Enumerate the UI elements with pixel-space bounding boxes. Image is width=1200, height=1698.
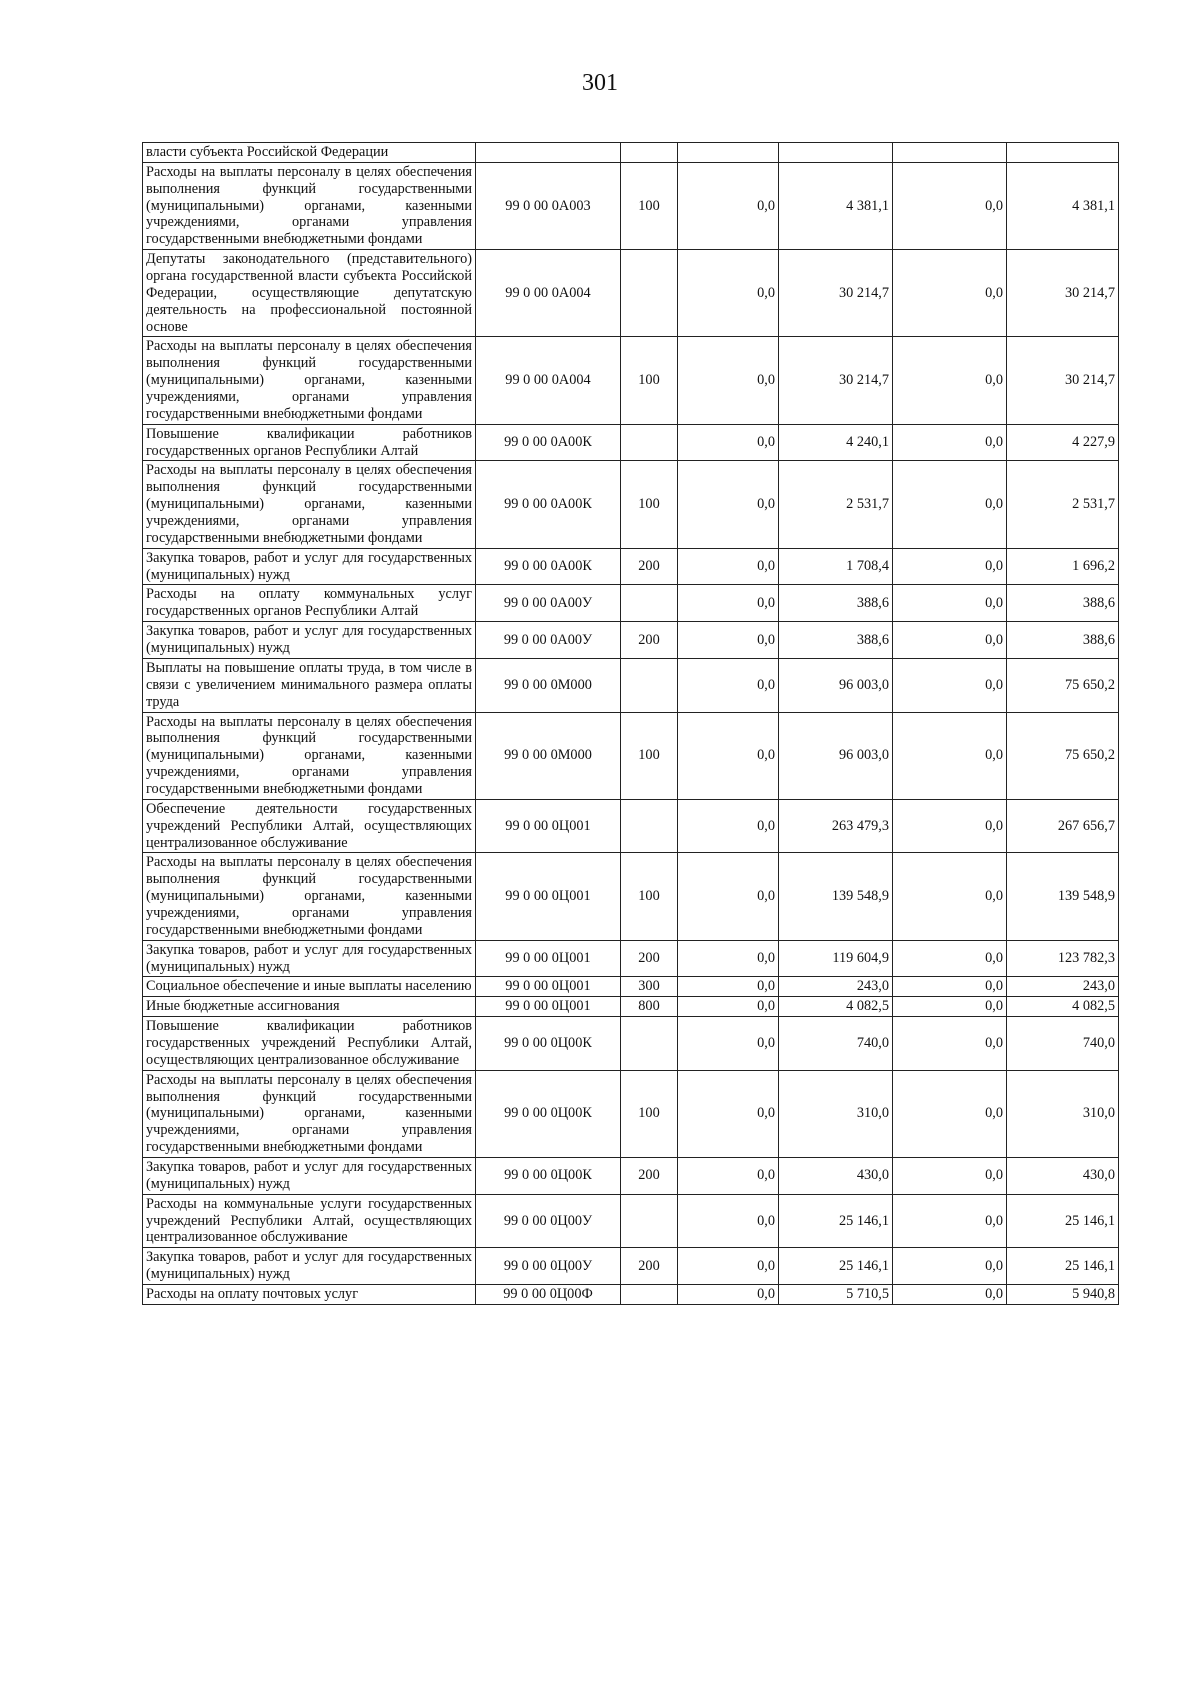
amount-col-2: 5 710,5 (779, 1285, 893, 1305)
amount-col-1: 0,0 (678, 337, 779, 424)
table-row (143, 658, 1119, 712)
amount-col-1: 0,0 (678, 799, 779, 853)
amount-col-1: 0,0 (678, 1070, 779, 1157)
target-article-code: 99 0 00 0А00К (476, 461, 621, 548)
amount-col-2: 740,0 (779, 1017, 893, 1071)
expense-type-code (621, 250, 678, 337)
table-row (143, 143, 1119, 163)
amount-col-2: 119 604,9 (779, 940, 893, 977)
expense-type-code: 100 (621, 162, 678, 249)
table-row (143, 1157, 1119, 1194)
amount-col-1: 0,0 (678, 997, 779, 1017)
target-article-code: 99 0 00 0Ц001 (476, 853, 621, 940)
amount-col-3: 0,0 (893, 712, 1007, 799)
table-row (143, 977, 1119, 997)
table-row (143, 799, 1119, 853)
amount-col-3: 0,0 (893, 162, 1007, 249)
target-article-code (476, 143, 621, 163)
amount-col-3: 0,0 (893, 1017, 1007, 1071)
amount-col-4: 123 782,3 (1007, 940, 1119, 977)
target-article-code: 99 0 00 0Ц00К (476, 1017, 621, 1071)
amount-col-4: 388,6 (1007, 585, 1119, 622)
amount-col-2: 310,0 (779, 1070, 893, 1157)
target-article-code: 99 0 00 0А004 (476, 250, 621, 337)
row-description: Депутаты законодательного (представительного) органа государственной власти субъекта Российской Федерации, осуществляющие депутатскую деятельность на профессиональной постоянной основе (143, 250, 476, 337)
target-article-code: 99 0 00 0Ц001 (476, 799, 621, 853)
amount-col-2: 139 548,9 (779, 853, 893, 940)
table-row (143, 585, 1119, 622)
expense-type-code (621, 424, 678, 461)
amount-col-2: 96 003,0 (779, 658, 893, 712)
table-row (143, 461, 1119, 548)
target-article-code: 99 0 00 0Ц00У (476, 1194, 621, 1248)
amount-col-2: 2 531,7 (779, 461, 893, 548)
amount-col-2: 430,0 (779, 1157, 893, 1194)
expense-type-code (621, 1285, 678, 1305)
amount-col-4: 75 650,2 (1007, 658, 1119, 712)
amount-col-1: 0,0 (678, 1248, 779, 1285)
target-article-code: 99 0 00 0Ц00Ф (476, 1285, 621, 1305)
target-article-code: 99 0 00 0А00К (476, 424, 621, 461)
amount-col-2: 243,0 (779, 977, 893, 997)
row-description: Повышение квалификации работников государственных органов Республики Алтай (143, 424, 476, 461)
amount-col-3: 0,0 (893, 1194, 1007, 1248)
amount-col-1 (678, 143, 779, 163)
amount-col-4: 267 656,7 (1007, 799, 1119, 853)
row-description: Социальное обеспечение и иные выплаты населению (143, 977, 476, 997)
expense-type-code: 100 (621, 712, 678, 799)
row-description: власти субъекта Российской Федерации (143, 143, 476, 163)
expense-type-code: 200 (621, 1248, 678, 1285)
target-article-code: 99 0 00 0А003 (476, 162, 621, 249)
table-row (143, 997, 1119, 1017)
amount-col-1: 0,0 (678, 162, 779, 249)
row-description: Обеспечение деятельности государственных учреждений Республики Алтай, осуществляющих централизованное обслуживание (143, 799, 476, 853)
amount-col-3: 0,0 (893, 424, 1007, 461)
amount-col-4: 310,0 (1007, 1070, 1119, 1157)
row-description: Расходы на выплаты персоналу в целях обеспечения выполнения функций государственными (муниципальными) органами, казенными учреждениями, органами управления государственными внебюджетными фондами (143, 337, 476, 424)
row-description: Закупка товаров, работ и услуг для государственных (муниципальных) нужд (143, 1248, 476, 1285)
amount-col-4: 139 548,9 (1007, 853, 1119, 940)
amount-col-2: 1 708,4 (779, 548, 893, 585)
amount-col-1: 0,0 (678, 424, 779, 461)
budget-table (142, 142, 1119, 1305)
expense-type-code: 100 (621, 461, 678, 548)
table-row (143, 424, 1119, 461)
row-description: Закупка товаров, работ и услуг для государственных (муниципальных) нужд (143, 622, 476, 659)
amount-col-3: 0,0 (893, 1285, 1007, 1305)
amount-col-1: 0,0 (678, 1285, 779, 1305)
target-article-code: 99 0 00 0Ц00У (476, 1248, 621, 1285)
target-article-code: 99 0 00 0А004 (476, 337, 621, 424)
amount-col-2: 263 479,3 (779, 799, 893, 853)
table-row (143, 250, 1119, 337)
amount-col-4: 2 531,7 (1007, 461, 1119, 548)
target-article-code: 99 0 00 0Ц001 (476, 997, 621, 1017)
target-article-code: 99 0 00 0Ц001 (476, 977, 621, 997)
amount-col-1: 0,0 (678, 940, 779, 977)
table-row (143, 1070, 1119, 1157)
amount-col-2: 96 003,0 (779, 712, 893, 799)
amount-col-3: 0,0 (893, 658, 1007, 712)
expense-type-code: 100 (621, 853, 678, 940)
expense-type-code: 800 (621, 997, 678, 1017)
expense-type-code: 100 (621, 337, 678, 424)
row-description: Расходы на выплаты персоналу в целях обеспечения выполнения функций государственными (муниципальными) органами, казенными учреждениями, органами управления государственными внебюджетными фондами (143, 712, 476, 799)
amount-col-4 (1007, 143, 1119, 163)
amount-col-1: 0,0 (678, 853, 779, 940)
amount-col-3: 0,0 (893, 997, 1007, 1017)
table-row (143, 853, 1119, 940)
amount-col-4: 4 227,9 (1007, 424, 1119, 461)
expense-type-code (621, 585, 678, 622)
expense-type-code: 200 (621, 940, 678, 977)
expense-type-code (621, 1194, 678, 1248)
amount-col-1: 0,0 (678, 585, 779, 622)
row-description: Закупка товаров, работ и услуг для государственных (муниципальных) нужд (143, 1157, 476, 1194)
expense-type-code: 200 (621, 1157, 678, 1194)
row-description: Расходы на выплаты персоналу в целях обеспечения выполнения функций государственными (муниципальными) органами, казенными учреждениями, органами управления государственными внебюджетными фондами (143, 162, 476, 249)
amount-col-1: 0,0 (678, 977, 779, 997)
amount-col-3: 0,0 (893, 1248, 1007, 1285)
target-article-code: 99 0 00 0М000 (476, 658, 621, 712)
table-row (143, 712, 1119, 799)
amount-col-1: 0,0 (678, 250, 779, 337)
amount-col-4: 30 214,7 (1007, 337, 1119, 424)
amount-col-4: 25 146,1 (1007, 1194, 1119, 1248)
row-description: Расходы на коммунальные услуги государственных учреждений Республики Алтай, осуществляющих централизованное обслуживание (143, 1194, 476, 1248)
table-row (143, 162, 1119, 249)
expense-type-code (621, 799, 678, 853)
amount-col-1: 0,0 (678, 1194, 779, 1248)
expense-type-code (621, 143, 678, 163)
row-description: Выплаты на повышение оплаты труда, в том числе в связи с увеличением минимального размера оплаты труда (143, 658, 476, 712)
amount-col-1: 0,0 (678, 712, 779, 799)
expense-type-code: 300 (621, 977, 678, 997)
row-description: Закупка товаров, работ и услуг для государственных (муниципальных) нужд (143, 940, 476, 977)
table-row (143, 940, 1119, 977)
row-description: Закупка товаров, работ и услуг для государственных (муниципальных) нужд (143, 548, 476, 585)
amount-col-4: 25 146,1 (1007, 1248, 1119, 1285)
expense-type-code: 200 (621, 622, 678, 659)
amount-col-2: 4 240,1 (779, 424, 893, 461)
amount-col-3 (893, 143, 1007, 163)
row-description: Расходы на выплаты персоналу в целях обеспечения выполнения функций государственными (муниципальными) органами, казенными учреждениями, органами управления государственными внебюджетными фондами (143, 853, 476, 940)
amount-col-3: 0,0 (893, 250, 1007, 337)
amount-col-3: 0,0 (893, 337, 1007, 424)
table-row (143, 1285, 1119, 1305)
amount-col-1: 0,0 (678, 1157, 779, 1194)
amount-col-3: 0,0 (893, 622, 1007, 659)
amount-col-1: 0,0 (678, 658, 779, 712)
page-number: 301 (582, 70, 618, 96)
amount-col-2: 4 381,1 (779, 162, 893, 249)
amount-col-4: 740,0 (1007, 1017, 1119, 1071)
amount-col-4: 243,0 (1007, 977, 1119, 997)
amount-col-1: 0,0 (678, 622, 779, 659)
amount-col-2: 30 214,7 (779, 250, 893, 337)
amount-col-2: 4 082,5 (779, 997, 893, 1017)
amount-col-3: 0,0 (893, 461, 1007, 548)
amount-col-3: 0,0 (893, 1157, 1007, 1194)
row-description: Повышение квалификации работников государственных учреждений Республики Алтай, осуществляющих централизованное обслуживание (143, 1017, 476, 1071)
amount-col-2: 25 146,1 (779, 1248, 893, 1285)
target-article-code: 99 0 00 0Ц00К (476, 1157, 621, 1194)
target-article-code: 99 0 00 0Ц00К (476, 1070, 621, 1157)
target-article-code: 99 0 00 0Ц001 (476, 940, 621, 977)
amount-col-4: 75 650,2 (1007, 712, 1119, 799)
amount-col-2: 388,6 (779, 622, 893, 659)
row-description: Расходы на выплаты персоналу в целях обеспечения выполнения функций государственными (муниципальными) органами, казенными учреждениями, органами управления государственными внебюджетными фондами (143, 461, 476, 548)
amount-col-4: 4 381,1 (1007, 162, 1119, 249)
amount-col-2: 30 214,7 (779, 337, 893, 424)
expense-type-code: 100 (621, 1070, 678, 1157)
amount-col-1: 0,0 (678, 548, 779, 585)
row-description-text: Расходы на оплату почтовых услуг (146, 1286, 359, 1303)
row-description: Иные бюджетные ассигнования (143, 997, 476, 1017)
amount-col-3: 0,0 (893, 1070, 1007, 1157)
amount-col-4: 5 940,8 (1007, 1285, 1119, 1305)
amount-col-2: 25 146,1 (779, 1194, 893, 1248)
target-article-code: 99 0 00 0М000 (476, 712, 621, 799)
amount-col-4: 430,0 (1007, 1157, 1119, 1194)
amount-col-1: 0,0 (678, 1017, 779, 1071)
table-row (143, 1194, 1119, 1248)
amount-col-4: 30 214,7 (1007, 250, 1119, 337)
expense-type-code (621, 658, 678, 712)
table-row (143, 1017, 1119, 1071)
expense-type-code: 200 (621, 548, 678, 585)
row-description: Расходы на выплаты персоналу в целях обеспечения выполнения функций государственными (муниципальными) органами, казенными учреждениями, органами управления государственными внебюджетными фондами (143, 1070, 476, 1157)
row-description (143, 1285, 476, 1305)
table-row (143, 1248, 1119, 1285)
expense-type-code (621, 1017, 678, 1071)
table-row (143, 548, 1119, 585)
amount-col-3: 0,0 (893, 853, 1007, 940)
amount-col-3: 0,0 (893, 585, 1007, 622)
amount-col-3: 0,0 (893, 799, 1007, 853)
target-article-code: 99 0 00 0А00К (476, 548, 621, 585)
target-article-code: 99 0 00 0А00У (476, 622, 621, 659)
amount-col-3: 0,0 (893, 548, 1007, 585)
target-article-code: 99 0 00 0А00У (476, 585, 621, 622)
amount-col-3: 0,0 (893, 940, 1007, 977)
amount-col-3: 0,0 (893, 977, 1007, 997)
amount-col-4: 1 696,2 (1007, 548, 1119, 585)
amount-col-2 (779, 143, 893, 163)
amount-col-1: 0,0 (678, 461, 779, 548)
amount-col-2: 388,6 (779, 585, 893, 622)
table-row (143, 622, 1119, 659)
table-row (143, 337, 1119, 424)
amount-col-4: 388,6 (1007, 622, 1119, 659)
amount-col-4: 4 082,5 (1007, 997, 1119, 1017)
row-description: Расходы на оплату коммунальных услуг государственных органов Республики Алтай (143, 585, 476, 622)
